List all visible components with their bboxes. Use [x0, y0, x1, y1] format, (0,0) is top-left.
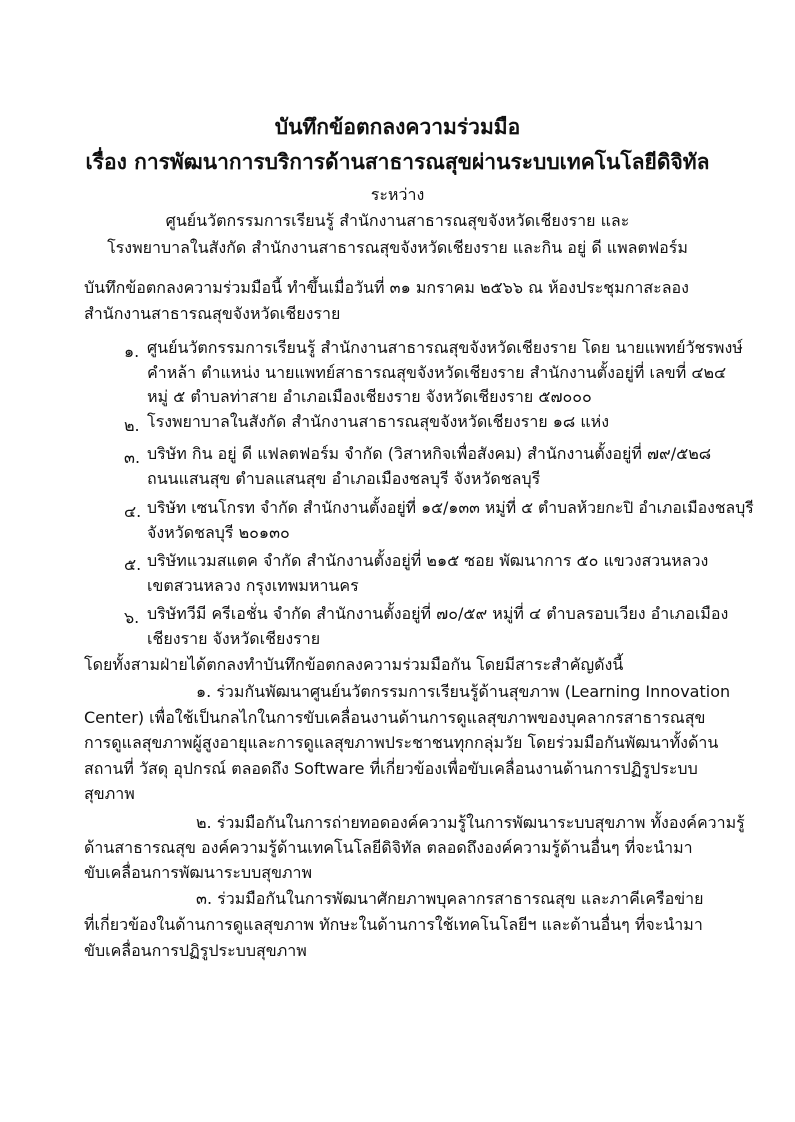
between-label: ระหว่าง — [370, 185, 425, 204]
party-line: หมู่ ๕ ตำบลท่าสาย อำเภอเมืองเชียงราย จังหวัดเชียงราย ๕๗๐๐๐ — [147, 387, 592, 406]
document-subject: เรื่อง การพัฒนาการบริการด้านสาธารณสุขผ่านระบบเทคโนโลยีดิจิทัล — [85, 150, 710, 174]
party-line: โรงพยาบาลในสังกัด สำนักงานสาธารณสุขจังหวัดเชียงราย ๑๘ แห่ง — [147, 412, 610, 431]
document-title: บันทึกข้อตกลงความร่วมมือ — [274, 115, 521, 139]
party-line: ถนนแสนสุข ตำบลแสนสุข อำเภอเมืองชลบุรี จังหวัดชลบุรี — [147, 469, 541, 488]
clause-first-line: ๓. ร่วมมือกันในการพัฒนาศักยภาพบุคลากรสาธารณสุข และภาคีเครือข่าย — [196, 889, 704, 908]
clause-line: สุขภาพ — [84, 784, 135, 803]
party-line: บริษัท กิน อยู่ ดี แฟลตฟอร์ม จำกัด (วิสาหกิจเพื่อสังคม) สำนักงานตั้งอยู่ที่ ๗๙/๕๒๘ — [147, 444, 712, 463]
clause-line: ด้านสาธารณสุข องค์ความรู้ด้านเทคโนโลยีดิจิทัล ตลอดถึงองค์ความรู้ด้านอื่นๆ ที่จะนำมา — [84, 838, 693, 857]
party-line: บริษัทวีมี ครีเอชั่น จำกัด สำนักงานตั้งอยู่ที่ ๗๐/๕๙ หมู่ที่ ๔ ตำบลรอบเวียง อำเภอเมือง — [147, 604, 729, 623]
clause-line: ที่เกี่ยวข้องในด้านการดูแลสุขภาพ ทักษะในด้านการใช้เทคโนโลยีฯ และด้านอื่นๆ ที่จะนำมา — [84, 915, 703, 934]
party-number: ๔. — [124, 502, 142, 521]
clause-line: การดูแลสุขภาพผู้สูงอายุและการดูแลสุขภาพประชาชนทุกกลุ่มวัย โดยร่วมมือกันพัฒนาทั้งด้าน — [84, 733, 719, 752]
party-line: บริษัท เซนโกรท จำกัด สำนักงานตั้งอยู่ที่ ๑๕/๑๓๓ หมู่ที่ ๕ ตำบลห้วยกะปิ อำเภอเมืองชลบุรี — [147, 498, 754, 517]
party-number: ๓. — [124, 448, 141, 467]
party-line: คำหล้า ตำแหน่ง นายแพทย์สาธารณสุขจังหวัดเชียงราย สำนักงานตั้งอยู่ที่ เลขที่ ๔๒๔ — [147, 363, 727, 382]
party-number: ๖. — [124, 608, 140, 627]
clause-first-line: ๑. ร่วมกันพัฒนาศูนย์นวัตกรรมการเรียนรู้ด้านสุขภาพ (Learning Innovation — [196, 682, 731, 701]
party-number: ๑. — [124, 342, 140, 361]
clause-line: Center) เพื่อใช้เป็นกลไกในการขับเคลื่อนงานด้านการดูแลสุขภาพของบุคลากรสาธารณสุข — [84, 708, 706, 727]
party-line: เชียงราย จังหวัดเชียงราย — [147, 629, 321, 648]
clause-first-line: ๒. ร่วมมือกันในการถ่ายทอดองค์ความรู้ในการพัฒนาระบบสุขภาพ ทั้งองค์ความรู้ — [196, 813, 745, 832]
intro-line-2: สำนักงานสาธารณสุขจังหวัดเชียงราย — [84, 304, 341, 323]
party-line: เขตสวนหลวง กรุงเทพมหานคร — [147, 576, 359, 595]
parties-heading-line2: โรงพยาบาลในสังกัด สำนักงานสาธารณสุขจังหวัดเชียงราย และกิน อยู่ ดี แพลตฟอร์ม — [107, 238, 688, 257]
clause-line: ขับเคลื่อนการปฏิรูประบบสุขภาพ — [84, 941, 307, 960]
party-number: ๕. — [124, 555, 142, 574]
party-line: ศูนย์นวัตกรรมการเรียนรู้ สำนักงานสาธารณสุขจังหวัดเชียงราย โดย นายแพทย์วัชรพงษ์ — [147, 338, 743, 357]
parties-heading-line1: ศูนย์นวัตกรรมการเรียนรู้ สำนักงานสาธารณสุขจังหวัดเชียงราย และ — [165, 211, 630, 230]
agreement-intro: โดยทั้งสามฝ่ายได้ตกลงทำบันทึกข้อตกลงความร่วมมือกัน โดยมีสาระสำคัญดังนี้ — [84, 655, 624, 674]
party-number: ๒. — [124, 416, 140, 435]
party-line: บริษัทแวมสแตค จำกัด สำนักงานตั้งอยู่ที่ ๒๑๕ ซอย พัฒนาการ ๕๐ แขวงสวนหลวง — [147, 551, 709, 570]
clause-line: ขับเคลื่อนการพัฒนาระบบสุขภาพ — [84, 863, 313, 882]
clause-line: สถานที่ วัสดุ อุปกรณ์ ตลอดถึง Software ที่เกี่ยวข้องเพื่อขับเคลื่อนงานด้านการปฏิรูประบบ — [84, 759, 698, 778]
intro-line-1: บันทึกข้อตกลงความร่วมมือนี้ ทำขึ้นเมื่อวันที่ ๓๑ มกราคม ๒๕๖๖ ณ ห้องประชุมกาสะลอง — [84, 278, 689, 297]
party-line: จังหวัดชลบุรี ๒๐๑๓๐ — [147, 523, 290, 542]
